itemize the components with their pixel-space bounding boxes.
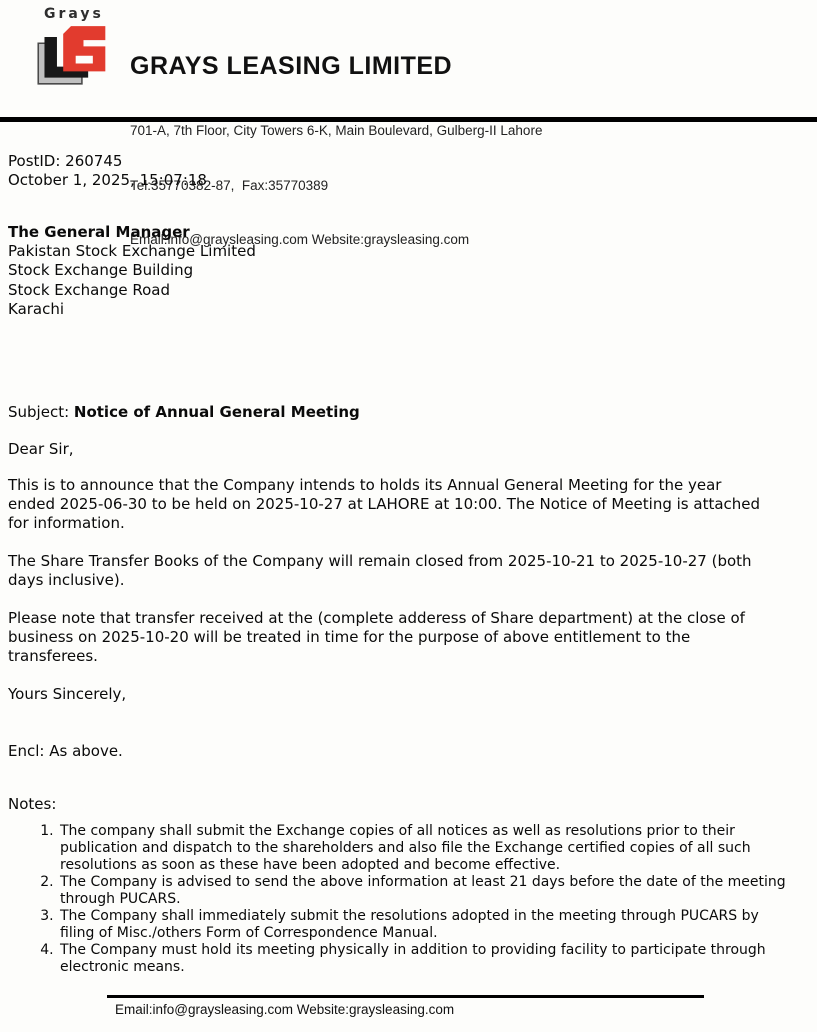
addressee-block [8,223,256,319]
addressee-line: Pakistan Stock Exchange Limited [8,242,256,261]
addressee-line: Stock Exchange Building [8,261,194,280]
note-item: 3. The Company shall immediately submit the resolutions adopted in the meeting through PUCARS by filing of Misc./others Form of Correspondence Manual. [58,908,790,942]
notes-heading: Notes: [8,795,57,813]
company-name: GRAYS LEASING LIMITED [130,52,453,80]
salutation: Dear Sir, [8,440,74,458]
addressee-line: Karachi [8,299,65,318]
company-logo [30,6,120,106]
addressee-title: The General Manager [8,223,190,241]
body-paragraph: Please note that transfer received at the (complete adderess of Share department) at the close of business on 2025-10-20 will be treated in time for the purpose of above entitlement to the transferees. [8,609,745,665]
subject-line [8,403,360,421]
note-item: 4. The Company must hold its meeting physically in addition to providing facility to participate through electronic means. [58,942,790,976]
body-paragraph: The Share Transfer Books of the Company will remain closed from 2025-10-21 to 2025-10-27 (both days inclusive). [8,552,752,589]
body-paragraph: This is to announce that the Company intends to holds its Annual General Meeting for the year ended 2025-06-30 to be held on 2025-10-27 at LAHORE at 10:00. The Notice of Meeting is attached for information. [8,476,761,532]
post-meta [8,152,207,190]
footer-email-website: Email:info@graysleasing.com Website:graysleasing.com [115,1002,455,1017]
header-divider-rule [0,117,817,122]
subject-label: Subject: [8,403,74,421]
company-address: 701-A, 7th Floor, City Towers 6-K, Main Boulevard, Gulberg-II Lahore [130,123,543,138]
note-item: 2. The Company is advised to send the above information at least 21 days before the date of the meeting through PUCARS. [58,874,790,908]
logo-wordmark: Grays [44,6,104,22]
subject-value: Notice of Annual General Meeting [73,403,360,421]
grays-l6-logo-icon [32,23,110,101]
notes-list [8,823,790,976]
company-email-website: Email:info@graysleasing.com Website:graysleasing.com [130,232,470,247]
note-item: 1. The company shall submit the Exchange copies of all notices as well as resolutions prior to their publication and dispatch to the shareholders and also file the Exchange certified copies of all such resolutions as soon as these have been adopted and become effective. [58,823,790,874]
company-phone-fax: Tel:35770382-87, Fax:35770389 [130,177,329,193]
closing-line: Yours Sincerely, [8,685,127,703]
enclosure-line: Encl: As above. [8,742,123,760]
addressee-line: Stock Exchange Road [8,280,170,299]
post-datetime: October 1, 2025, 15:07:18 [8,171,207,189]
footer-divider-rule [107,995,704,998]
post-id: PostID: 260745 [8,152,123,170]
